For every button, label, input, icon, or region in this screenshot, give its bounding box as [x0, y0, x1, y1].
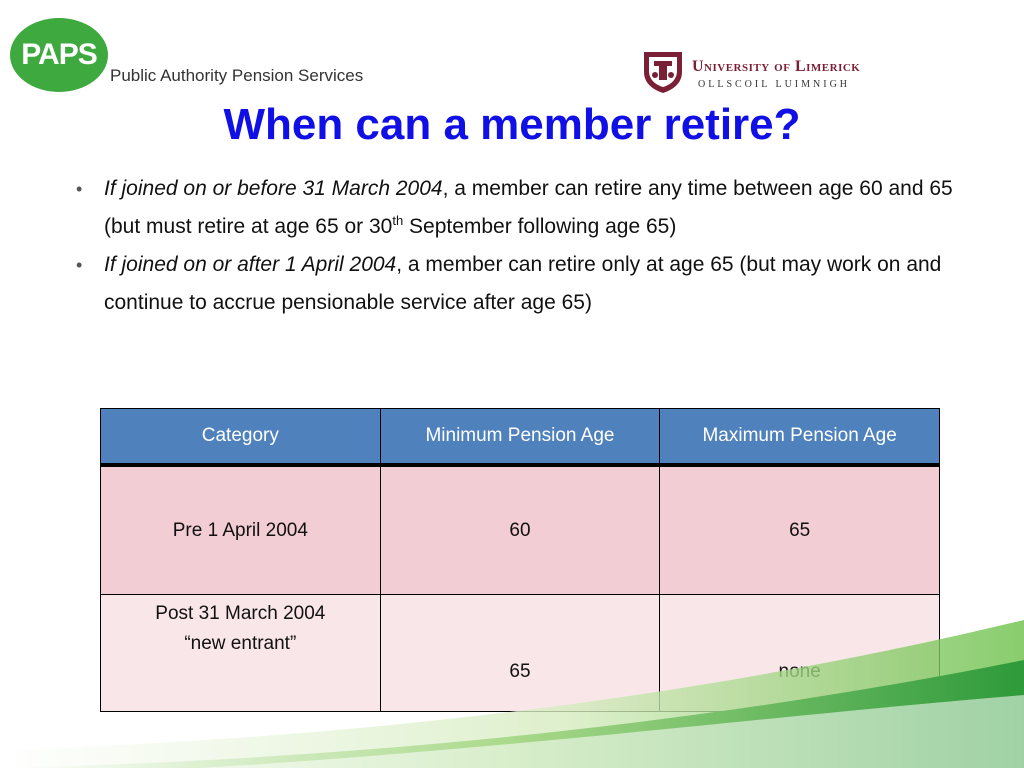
maximum-age-cell: 65	[660, 465, 940, 595]
category-note: “new entrant”	[184, 633, 297, 654]
column-header-minimum-age: Minimum Pension Age	[380, 409, 660, 466]
bullet-italic: If joined on or before 31 March 2004	[104, 177, 443, 200]
university-logo	[640, 50, 915, 96]
table-row	[101, 465, 940, 595]
column-header-category: Category	[101, 409, 381, 466]
column-header-maximum-age: Maximum Pension Age	[660, 409, 940, 466]
slide-title: When can a member retire?	[223, 100, 801, 149]
minimum-age-cell: 60	[380, 465, 660, 595]
paps-logo	[10, 18, 370, 98]
decorative-wave-footer	[0, 600, 1024, 768]
crest-icon	[640, 50, 686, 94]
bullet-icon: •	[76, 255, 83, 275]
bullet-icon: •	[76, 179, 83, 199]
bullet-text-continued: September following age 65)	[403, 215, 677, 238]
minimum-age-cell: 65	[380, 595, 660, 712]
table-header-row	[101, 409, 940, 466]
bullet-text: , a member can retire only at age 65 (but may work on and continue to accrue pensionable service after age 65)	[104, 253, 942, 314]
university-name: University of Limerick	[692, 58, 861, 75]
paps-logo-mark: PAPS	[10, 18, 108, 92]
category-cell	[101, 465, 381, 595]
category-text: Pre 1 April 2004	[172, 519, 308, 541]
bullet-list	[76, 170, 956, 322]
bullet-italic: If joined on or after 1 April 2004	[104, 253, 397, 276]
university-subtitle: OLLSCOIL LUIMNIGH	[698, 79, 851, 90]
paps-tagline: Public Authority Pension Services	[110, 66, 364, 85]
bullet-item	[76, 170, 956, 246]
bullet-item	[76, 246, 956, 322]
bullet-superscript: th	[392, 213, 404, 228]
bullet-text: , a member can retire any time between age 60 and 65 (but must retire at age 65 or 30	[104, 177, 953, 238]
category-text: Post 31 March 2004	[155, 603, 326, 624]
